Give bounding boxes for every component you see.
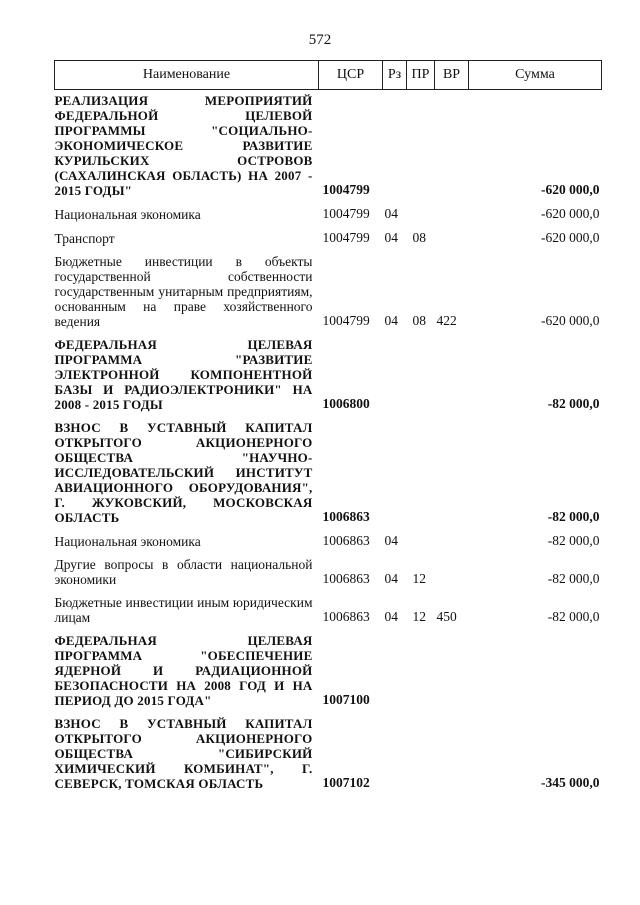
row-csr: 1006863 xyxy=(322,609,370,624)
row-pr: 12 xyxy=(412,571,426,586)
row-csr: 1006863 xyxy=(322,509,370,524)
row-rz: 04 xyxy=(384,571,398,586)
row-vr: 450 xyxy=(436,609,457,624)
row-csr: 1006863 xyxy=(322,571,370,586)
row-vr xyxy=(435,198,469,222)
row-vr xyxy=(435,90,469,199)
row-sum: -82 000,0 xyxy=(547,609,600,624)
header-rz: Рз xyxy=(383,61,407,90)
row-csr: 1004799 xyxy=(322,182,370,197)
row-vr xyxy=(435,525,469,549)
row-pr xyxy=(407,708,435,791)
table-row xyxy=(55,587,602,625)
row-sum: -345 000,0 xyxy=(541,775,600,790)
table-row xyxy=(55,329,602,412)
row-pr xyxy=(407,525,435,549)
row-pr xyxy=(407,198,435,222)
row-vr xyxy=(435,222,469,246)
table-row xyxy=(55,90,602,199)
header-vr: ВР xyxy=(435,61,469,90)
table-row xyxy=(55,222,602,246)
row-name: Национальная экономика xyxy=(54,207,201,222)
row-pr xyxy=(407,412,435,525)
row-name: ВЗНОС В УСТАВНЫЙ КАПИТАЛ ОТКРЫТОГО АКЦИОНЕРНОГО ОБЩЕСТВА "НАУЧНО-ИССЛЕДОВАТЕЛЬСКИЙ ИНСТИТУТ АВИАЦИОННОГО ОБОРУДОВАНИЯ", Г. ЖУКОВСКИЙ, МОСКОВСКАЯ ОБЛАСТЬ xyxy=(54,420,313,525)
row-rz xyxy=(383,412,407,525)
row-name: ВЗНОС В УСТАВНЫЙ КАПИТАЛ ОТКРЫТОГО АКЦИОНЕРНОГО ОБЩЕСТВА "СИБИРСКИЙ ХИМИЧЕСКИЙ КОМБИНАТ", Г. СЕВЕРСК, ТОМСКАЯ ОБЛАСТЬ xyxy=(54,716,313,791)
row-name: Бюджетные инвестиции в объекты государственной собственности государственным унитарным предприятиям, основанным на праве хозяйственного ведения xyxy=(54,254,313,329)
row-rz xyxy=(383,708,407,791)
row-pr xyxy=(407,625,435,708)
row-rz: 04 xyxy=(384,533,398,548)
budget-table xyxy=(54,60,602,791)
header-sum: Сумма xyxy=(469,61,602,90)
row-csr: 1006863 xyxy=(322,533,370,548)
row-name: ФЕДЕРАЛЬНАЯ ЦЕЛЕВАЯ ПРОГРАММА "РАЗВИТИЕ ЭЛЕКТРОННОЙ КОМПОНЕНТНОЙ БАЗЫ И РАДИОЭЛЕКТРОНИКИ" НА 2008 - 2015 ГОДЫ xyxy=(54,337,313,412)
row-rz xyxy=(383,329,407,412)
table-row xyxy=(55,198,602,222)
row-vr xyxy=(435,329,469,412)
row-sum: -620 000,0 xyxy=(541,182,600,197)
row-csr: 1004799 xyxy=(322,313,370,328)
row-sum: -620 000,0 xyxy=(541,230,600,245)
page-number: 572 xyxy=(308,32,332,48)
header-pr: ПР xyxy=(407,61,435,90)
row-vr xyxy=(435,708,469,791)
row-sum: -620 000,0 xyxy=(541,313,600,328)
row-sum: -82 000,0 xyxy=(547,509,600,524)
row-name: Национальная экономика xyxy=(54,534,201,549)
table-row xyxy=(55,246,602,329)
row-csr: 1007102 xyxy=(322,775,370,790)
row-rz: 04 xyxy=(384,313,398,328)
row-pr xyxy=(407,329,435,412)
row-vr xyxy=(435,625,469,708)
row-rz xyxy=(383,625,407,708)
row-csr: 1004799 xyxy=(322,230,370,245)
table-row xyxy=(55,412,602,525)
table-row xyxy=(55,625,602,708)
row-rz xyxy=(383,90,407,199)
row-sum xyxy=(469,625,602,708)
row-sum: -620 000,0 xyxy=(541,206,600,221)
table-row xyxy=(55,708,602,791)
row-name: Бюджетные инвестиции иным юридическим лицам xyxy=(54,595,313,625)
table-row xyxy=(55,525,602,549)
row-pr xyxy=(407,90,435,199)
row-rz: 04 xyxy=(384,609,398,624)
row-vr: 422 xyxy=(436,313,457,328)
row-sum: -82 000,0 xyxy=(547,571,600,586)
row-pr: 08 xyxy=(412,230,426,245)
row-rz: 04 xyxy=(384,230,398,245)
row-csr: 1006800 xyxy=(322,396,370,411)
row-pr: 12 xyxy=(412,609,426,624)
row-vr xyxy=(435,412,469,525)
header-csr: ЦСР xyxy=(319,61,383,90)
row-sum: -82 000,0 xyxy=(547,533,600,548)
header-name: Наименование xyxy=(55,61,319,90)
row-name: Другие вопросы в области национальной экономики xyxy=(54,557,313,587)
row-csr: 1004799 xyxy=(322,206,370,221)
row-csr: 1007100 xyxy=(322,692,370,707)
row-sum: -82 000,0 xyxy=(547,396,600,411)
table-row xyxy=(55,549,602,587)
row-name: РЕАЛИЗАЦИЯ МЕРОПРИЯТИЙ ФЕДЕРАЛЬНОЙ ЦЕЛЕВОЙ ПРОГРАММЫ "СОЦИАЛЬНО-ЭКОНОМИЧЕСКОЕ РАЗВИТИЕ КУРИЛЬСКИХ ОСТРОВОВ (САХАЛИНСКАЯ ОБЛАСТЬ) НА 2007 - 2015 ГОДЫ" xyxy=(54,93,313,198)
row-rz: 04 xyxy=(384,206,398,221)
row-vr xyxy=(435,549,469,587)
row-name: Транспорт xyxy=(54,231,115,246)
table-header-row xyxy=(55,61,602,90)
row-name: ФЕДЕРАЛЬНАЯ ЦЕЛЕВАЯ ПРОГРАММА "ОБЕСПЕЧЕНИЕ ЯДЕРНОЙ И РАДИАЦИОННОЙ БЕЗОПАСНОСТИ НА 2008 ГОД И НА ПЕРИОД ДО 2015 ГОДА" xyxy=(54,633,313,708)
row-pr: 08 xyxy=(412,313,426,328)
